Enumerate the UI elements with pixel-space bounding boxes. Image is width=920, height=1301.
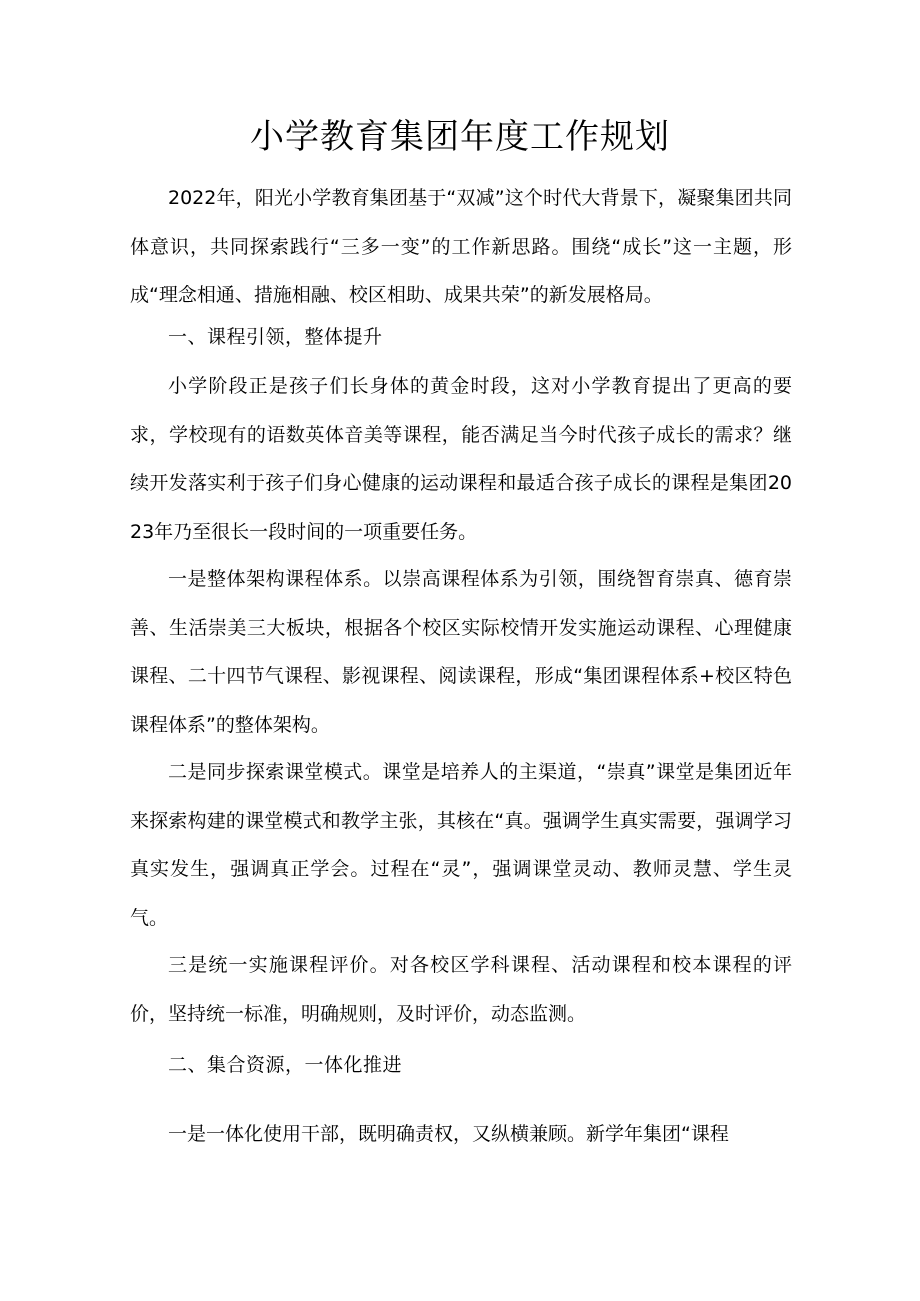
classroom-mode-paragraph: 二是同步探索课堂模式。课堂是培养人的主渠道，“崇真”课堂是集团近年来探索构建的课堂模式和教学主张，其核在“真。强调学生真实需要，强调学习真实发生，强调真正学会。过程在“灵”，强调课堂灵动、教师灵慧、学生灵气。 <box>130 761 792 929</box>
course-evaluation-paragraph: 三是统一实施课程评价。对各校区学科课程、活动课程和校本课程的评价，坚持统一标准，明确规则，及时评价，动态监测。 <box>130 954 792 1025</box>
section-2-paragraph: 一是一体化使用干部，既明确责权，又纵横兼顾。新学年集团“课程 <box>168 1123 729 1145</box>
intro-paragraph: 2022年，阳光小学教育集团基于“双减”这个时代大背景下，凝聚集团共同体意识，共同探索践行“三多一变”的工作新思路。围绕“成长”这一主题，形成“理念相通、措施相融、校区相助、成果共荣”的新发展格局。 <box>130 187 792 306</box>
section-heading-1: 一、课程引领，整体提升 <box>168 326 383 348</box>
section-heading-2: 二、集合资源，一体化推进 <box>168 1054 403 1076</box>
section-1-paragraph: 小学阶段正是孩子们长身体的黄金时段，这对小学教育提出了更高的要求，学校现有的语数英体音美等课程，能否满足当今时代孩子成长的需求？继续开发落实利于孩子们身心健康的运动课程和最适合孩子成长的课程是集团2023年乃至很长一段时间的一项重要任务。 <box>130 375 792 543</box>
document-title: 小学教育集团年度工作规划 <box>250 117 670 157</box>
course-system-paragraph: 一是整体架构课程体系。以崇高课程体系为引领，围绕智育崇真、德育崇善、生活崇美三大板块，根据各个校区实际校情开发实施运动课程、心理健康课程、二十四节气课程、影视课程、阅读课程，形成“集团课程体系+校区特色课程体系”的整体架构。 <box>130 568 792 736</box>
